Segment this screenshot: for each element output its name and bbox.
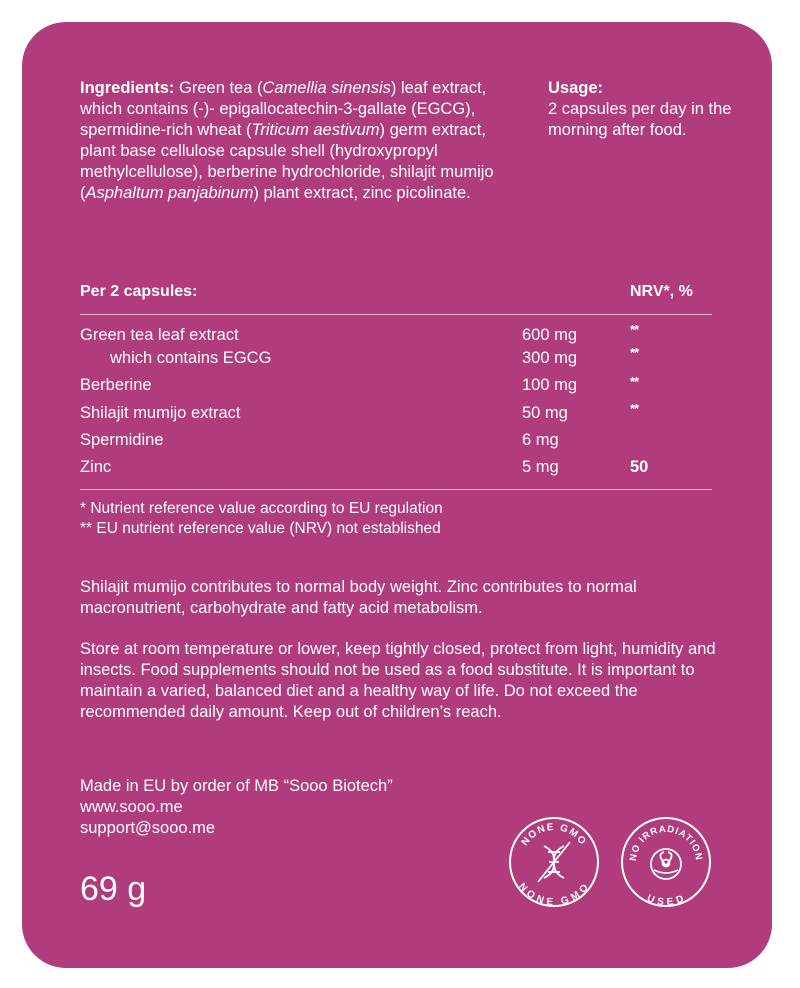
table-row-name: Green tea leaf extract [80,326,239,344]
table-row-name: which contains EGCG [110,349,272,367]
table-row-name: Spermidine [80,431,164,449]
ingredients-part: Green tea ( [174,79,263,97]
table-row-name: Zinc [80,458,112,476]
health-claims: Shilajit mumijo contributes to normal body weight. Zinc contributes to normal macronutrient, carbohydrate and fatty acid metabolism. [80,578,637,617]
ingredients-latin-name: Asphaltum panjabinum [85,184,254,202]
ingredients-part: ) plant extract, zinc picolinate. [253,184,471,202]
table-row-amount: 100 mg [522,376,578,394]
footnote-not-established: ** EU nutrient reference value (NRV) not established [80,520,441,537]
table-row-name: Shilajit mumijo extract [80,404,241,422]
table-header: Per 2 capsules: [80,283,198,300]
storage-instructions: Store at room temperature or lower, keep tightly closed, protect from light, humidity and insects. Food supplements should not be used as a food substitute. It is important to maintain a varied, balanced diet and a healthy way of life. Do not exceed the recommended daily amount. Keep out of children’s reach. [80,640,716,721]
radura-icon [651,849,681,879]
ingredients-part: ) germ extract, plant base cellulose capsule shell (hydroxypropyl methylcellulose), berberine hydrochloride, shilajit mumijo ( [80,121,494,202]
table-row-nrv: ** [630,401,639,416]
ingredients-latin-name: Triticum aestivum [251,121,380,139]
irradiation-bottom-text: USED [645,893,687,908]
usage-block [548,78,738,141]
usage-text: 2 capsules per day in the morning after food. [548,100,732,139]
dna-icon [538,842,570,882]
ingredients-part: ) leaf extract, which contains (-)- epigallocatechin-3-gallate (EGCG), spermidine-rich wheat ( [80,79,487,139]
table-row-amount: 6 mg [522,431,559,449]
table-row-amount: 600 mg [522,326,578,344]
table-row-nrv: ** [630,322,639,337]
table-row-name: Berberine [80,376,152,394]
net-weight: 69 g [80,870,147,908]
none-gmo-badge [508,816,600,908]
nrv-header: NRV*, % [630,283,693,300]
ingredients-latin-name: Camellia sinensis [262,79,391,97]
table-row-nrv: ** [630,345,639,360]
no-irradiation-badge [620,816,712,908]
gmo-top-text: NONE GMO [519,821,589,848]
website-link[interactable]: www.sooo.me [80,798,183,816]
table-row-nrv: 50 [630,458,649,476]
usage-label: Usage: [548,79,604,97]
table-row-amount: 300 mg [522,349,578,367]
footnote-nrv: * Nutrient reference value according to EU regulation [80,500,443,517]
email-link[interactable]: support@sooo.me [80,819,216,837]
ingredients-text [80,78,520,204]
ingredients-label: Ingredients: [80,79,175,97]
irradiation-top-text: NO IRRADIATION [627,823,705,862]
table-row-amount: 50 mg [522,404,568,422]
table-bottom-rule [80,489,712,490]
gmo-bottom-text: NONE GMO [516,881,592,908]
maker-info: Made in EU by order of MB “Sooo Biotech” [80,777,393,795]
table-row-amount: 5 mg [522,458,559,476]
table-row-nrv: ** [630,374,639,389]
table-top-rule [80,314,712,315]
